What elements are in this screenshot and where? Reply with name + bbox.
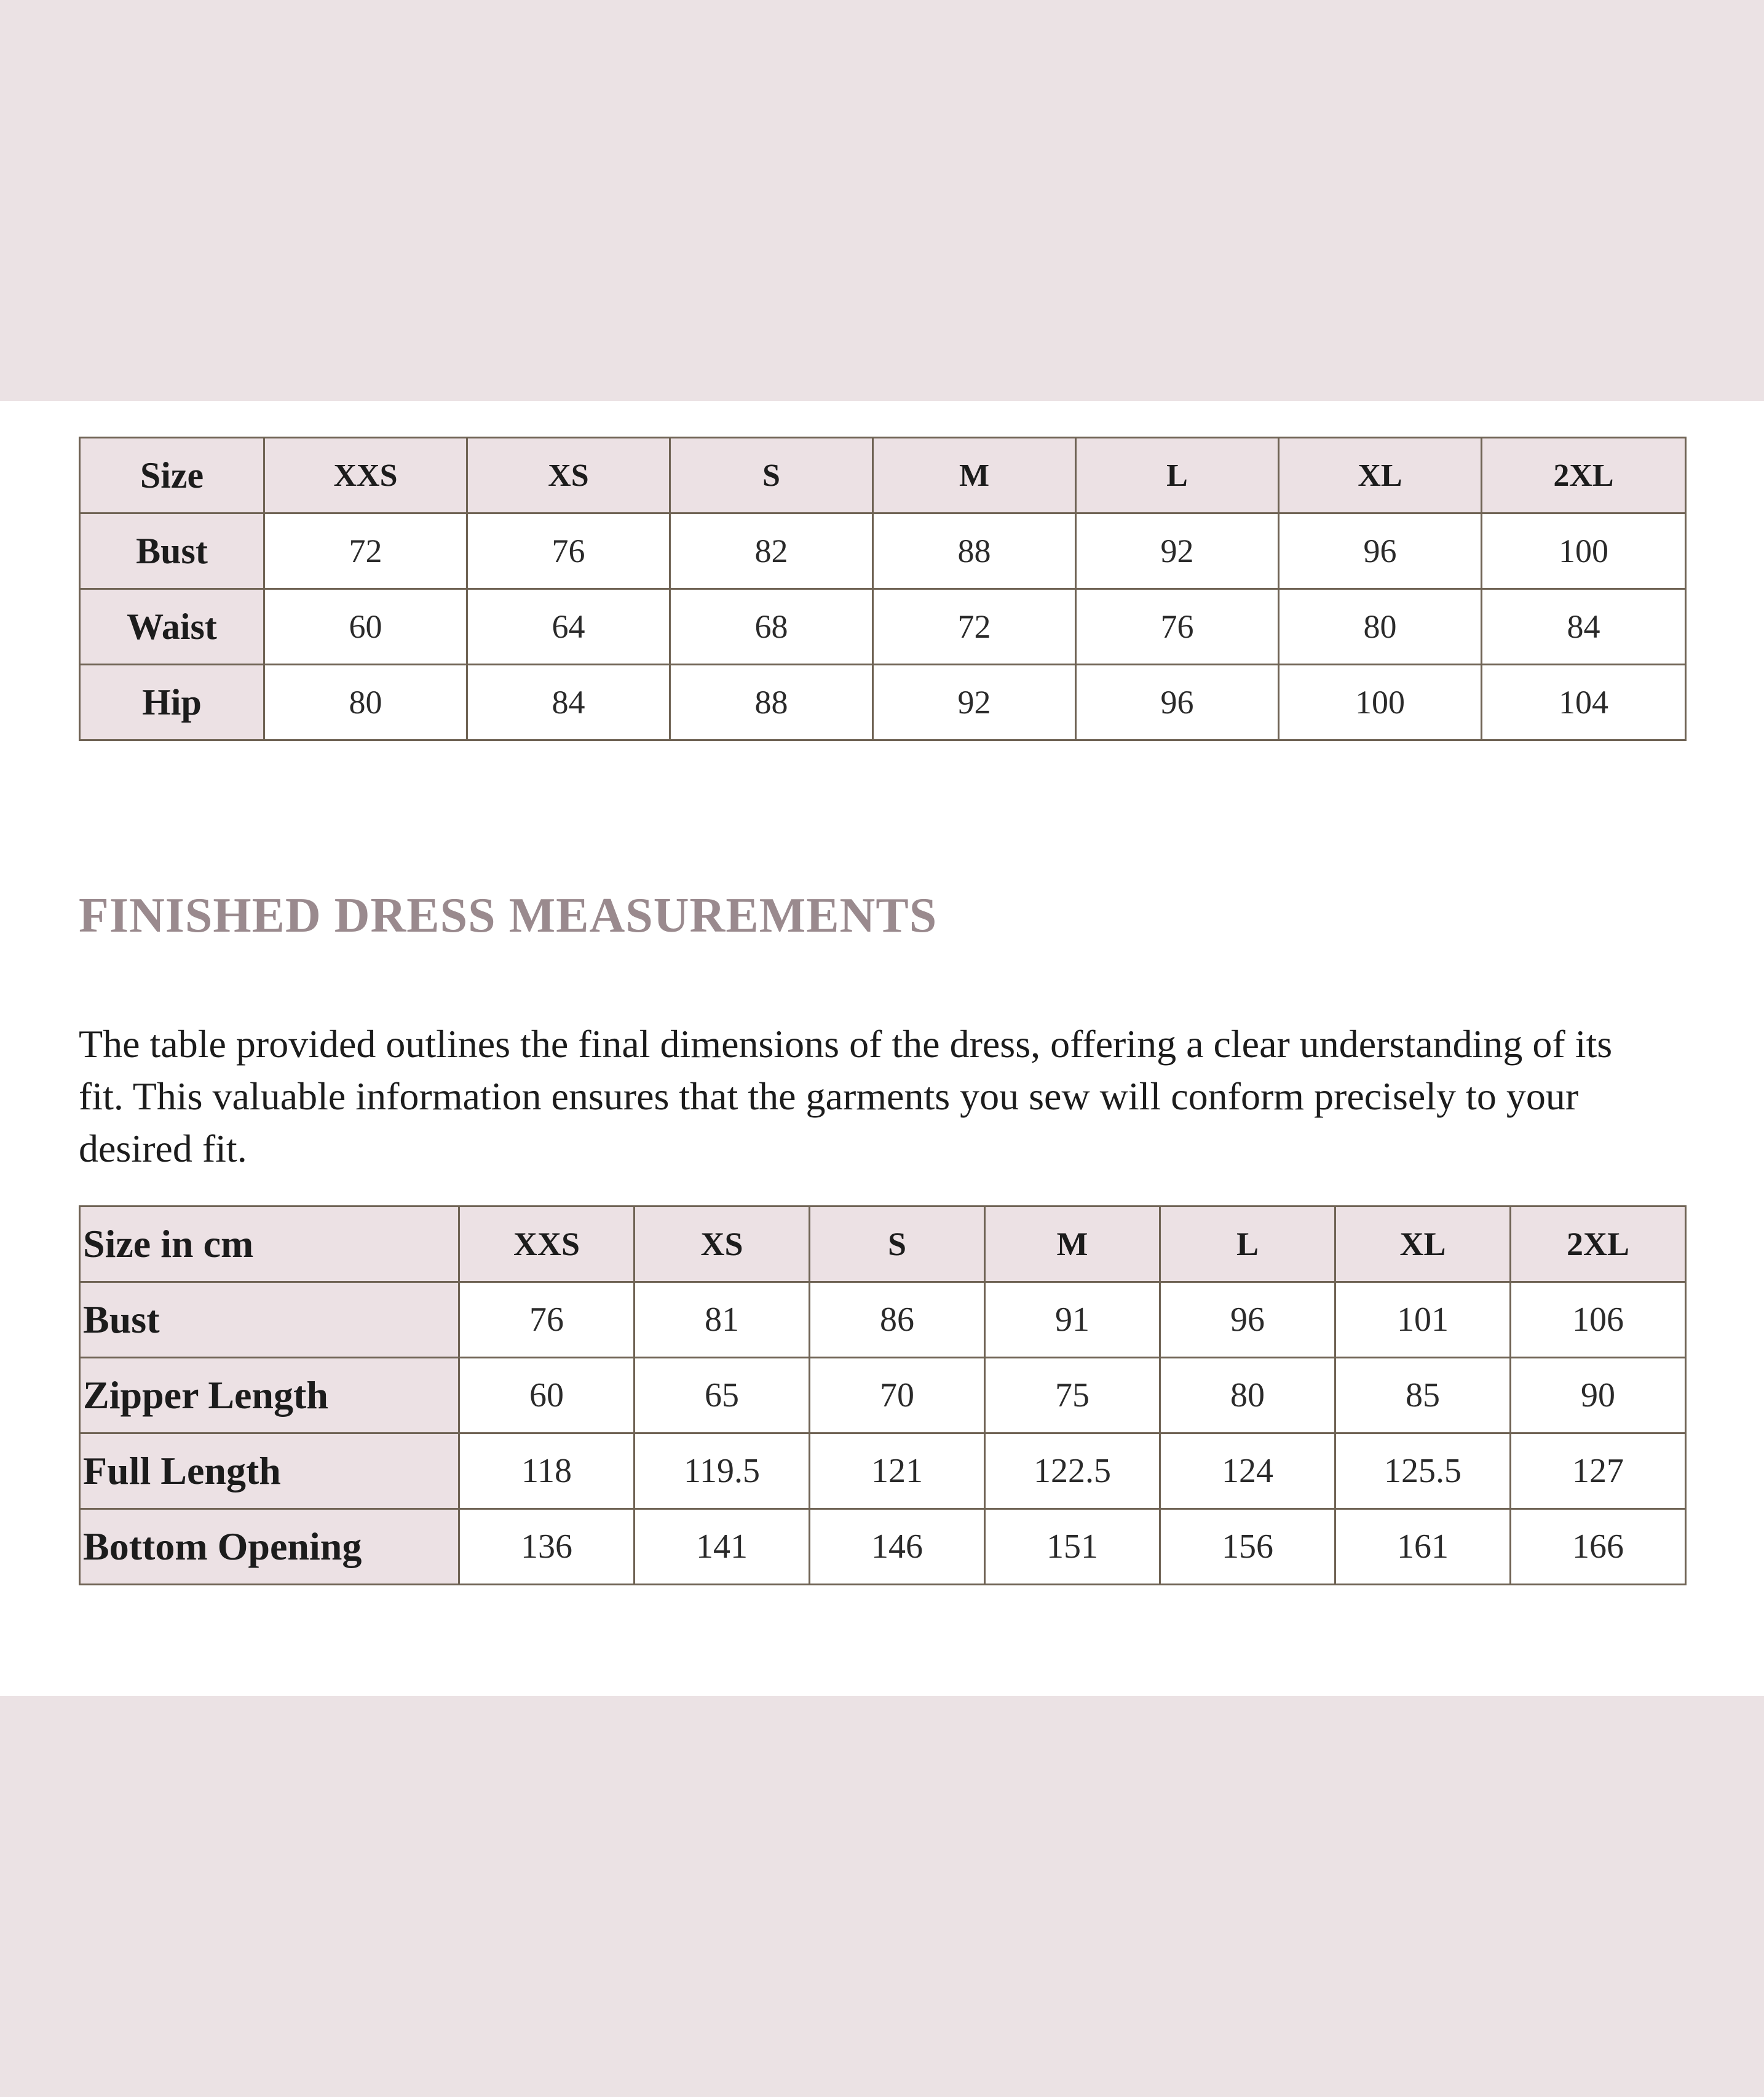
- table-cell: 80: [264, 665, 467, 740]
- table-cell: 72: [264, 513, 467, 589]
- table-cell: 80: [1160, 1358, 1335, 1433]
- table-cell: 141: [635, 1509, 810, 1585]
- table-header-row: [80, 1207, 1686, 1282]
- row-label: Bottom Opening: [80, 1509, 459, 1585]
- table-cell: 127: [1511, 1433, 1686, 1509]
- row-label: Bust: [80, 513, 264, 589]
- size-column-header: L: [1160, 1207, 1335, 1282]
- section-title: FINISHED DRESS MEASUREMENTS: [79, 889, 938, 943]
- table-row: [80, 513, 1686, 589]
- table-cell: 161: [1335, 1509, 1511, 1585]
- row-label: Hip: [80, 665, 264, 740]
- intro-paragraph: The table provided outlines the final dimensions of the dress, offering a clear understanding of its fit. This valuable information ensures that the garments you sew will conform precisely to your desired fit.: [79, 1022, 1613, 1170]
- table-cell: 65: [635, 1358, 810, 1433]
- table-row: [80, 1282, 1686, 1358]
- table-cell: 96: [1076, 665, 1279, 740]
- size-column-header: XL: [1335, 1207, 1511, 1282]
- size-column-header: M: [985, 1207, 1160, 1282]
- table-cell: 75: [985, 1358, 1160, 1433]
- table-cell: 106: [1511, 1282, 1686, 1358]
- table-cell: 88: [873, 513, 1076, 589]
- table-cell: 76: [467, 513, 670, 589]
- size-column-header: 2XL: [1511, 1207, 1686, 1282]
- table-cell: 84: [467, 665, 670, 740]
- table-cell: 92: [873, 665, 1076, 740]
- table-cell: 121: [810, 1433, 985, 1509]
- table-cell: 119.5: [635, 1433, 810, 1509]
- table-cell: 76: [459, 1282, 635, 1358]
- size-column-header: XS: [467, 438, 670, 513]
- table-cell: 84: [1482, 589, 1686, 665]
- size-column-header: XXS: [264, 438, 467, 513]
- table-cell: 60: [264, 589, 467, 665]
- table-cell: 70: [810, 1358, 985, 1433]
- row-label: Waist: [80, 589, 264, 665]
- table-cell: 125.5: [1335, 1433, 1511, 1509]
- table-cell: 82: [670, 513, 873, 589]
- row-label: Zipper Length: [80, 1358, 459, 1433]
- size-header-cell: Size in cm: [80, 1207, 459, 1282]
- table-cell: 80: [1279, 589, 1482, 665]
- table-row: [80, 1509, 1686, 1585]
- table-cell: 90: [1511, 1358, 1686, 1433]
- table-row: [80, 1433, 1686, 1509]
- table-cell: 124: [1160, 1433, 1335, 1509]
- table-cell: 86: [810, 1282, 985, 1358]
- table-cell: 72: [873, 589, 1076, 665]
- table-cell: 151: [985, 1509, 1160, 1585]
- table-cell: 146: [810, 1509, 985, 1585]
- table-header-row: [80, 438, 1686, 513]
- table-cell: 85: [1335, 1358, 1511, 1433]
- table-cell: 104: [1482, 665, 1686, 740]
- table-row: [80, 589, 1686, 665]
- table-cell: 91: [985, 1282, 1160, 1358]
- row-label: Bust: [80, 1282, 459, 1358]
- table-cell: 81: [635, 1282, 810, 1358]
- size-column-header: S: [810, 1207, 985, 1282]
- size-header-cell: Size: [80, 438, 264, 513]
- size-column-header: S: [670, 438, 873, 513]
- table-cell: 156: [1160, 1509, 1335, 1585]
- size-column-header: L: [1076, 438, 1279, 513]
- size-column-header: XS: [635, 1207, 810, 1282]
- document-page: [0, 401, 1764, 1696]
- finished-measurements-table: [79, 1205, 1687, 1585]
- table-cell: 68: [670, 589, 873, 665]
- table-row: [80, 1358, 1686, 1433]
- body-measurements-table: [79, 437, 1687, 741]
- table-cell: 92: [1076, 513, 1279, 589]
- table-cell: 100: [1482, 513, 1686, 589]
- table-cell: 118: [459, 1433, 635, 1509]
- table-row: [80, 665, 1686, 740]
- table-cell: 76: [1076, 589, 1279, 665]
- table-cell: 96: [1160, 1282, 1335, 1358]
- size-column-header: XL: [1279, 438, 1482, 513]
- size-column-header: 2XL: [1482, 438, 1686, 513]
- table-cell: 96: [1279, 513, 1482, 589]
- table-cell: 136: [459, 1509, 635, 1585]
- size-column-header: XXS: [459, 1207, 635, 1282]
- table-cell: 101: [1335, 1282, 1511, 1358]
- table-cell: 64: [467, 589, 670, 665]
- table-cell: 60: [459, 1358, 635, 1433]
- table-cell: 100: [1279, 665, 1482, 740]
- table-cell: 122.5: [985, 1433, 1160, 1509]
- table-cell: 166: [1511, 1509, 1686, 1585]
- table-cell: 88: [670, 665, 873, 740]
- size-column-header: M: [873, 438, 1076, 513]
- row-label: Full Length: [80, 1433, 459, 1509]
